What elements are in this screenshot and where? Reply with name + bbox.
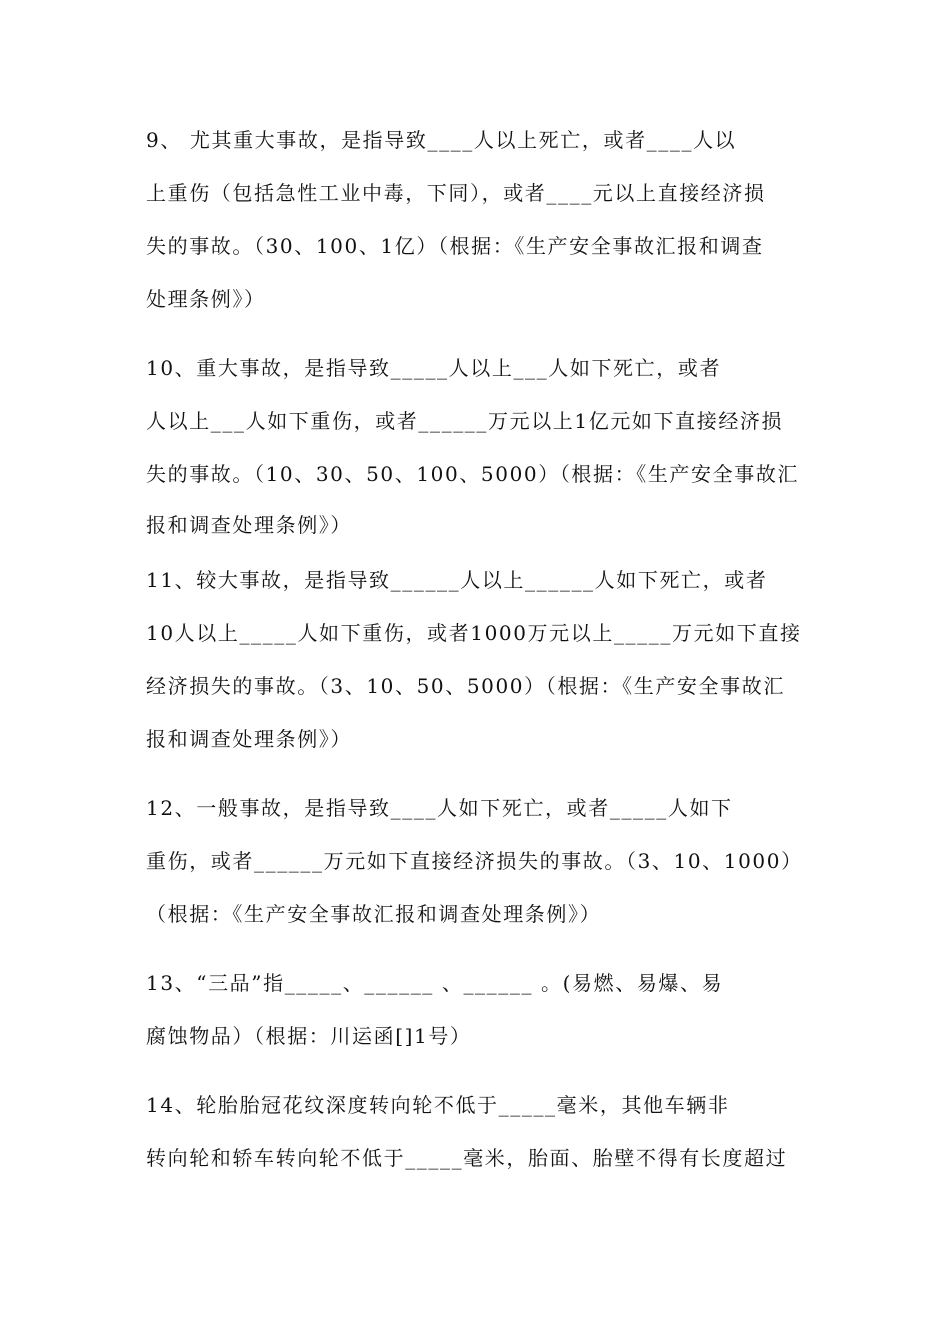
- text-line: 失的事故。（10、30、50、100、5000）（根据：《生产安全事故汇: [146, 462, 800, 486]
- text-line: 报和调查处理条例》）: [146, 727, 352, 751]
- text-line: 失的事故。（30、100、1亿）（根据：《生产安全事故汇报和调查: [146, 234, 764, 258]
- text-line: 重伤，或者______万元如下直接经济损失的事故。（3、10、1000）: [146, 849, 803, 873]
- text-line: 经济损失的事故。（3、10、50、5000）（根据：《生产安全事故汇: [146, 674, 785, 698]
- text-line: 12、一般事故，是指导致____人如下死亡，或者_____人如下: [146, 796, 733, 820]
- text-line: 处理条例》）: [146, 287, 266, 311]
- text-line: 报和调查处理条例》）: [146, 513, 352, 537]
- text-line: 腐蚀物品）（根据：川运函[]1号）: [146, 1024, 472, 1048]
- text-line: 人以上___人如下重伤，或者______万元以上1亿元如下直接经济损: [146, 409, 784, 433]
- text-line: 10人以上_____人如下重伤，或者1000万元以上_____万元如下直接: [146, 621, 802, 645]
- text-line: 10、重大事故，是指导致_____人以上___人如下死亡，或者: [146, 356, 722, 380]
- text-line: （根据：《生产安全事故汇报和调查处理条例》）: [146, 902, 602, 926]
- text-line: 14、轮胎胎冠花纹深度转向轮不低于_____毫米，其他车辆非: [146, 1093, 730, 1117]
- text-line: 11、较大事故，是指导致______人以上______人如下死亡，或者: [146, 568, 768, 592]
- text-line: 9、 尤其重大事故，是指导致____人以上死亡，或者____人以: [146, 128, 737, 152]
- text-line: 上重伤（包括急性工业中毒，下同），或者____元以上直接经济损: [146, 181, 766, 205]
- text-line: 转向轮和轿车转向轮不低于_____毫米，胎面、胎壁不得有长度超过: [146, 1146, 788, 1170]
- text-line: 13、“三品”指_____、______ 、______ 。(易燃、易爆、易: [146, 971, 724, 995]
